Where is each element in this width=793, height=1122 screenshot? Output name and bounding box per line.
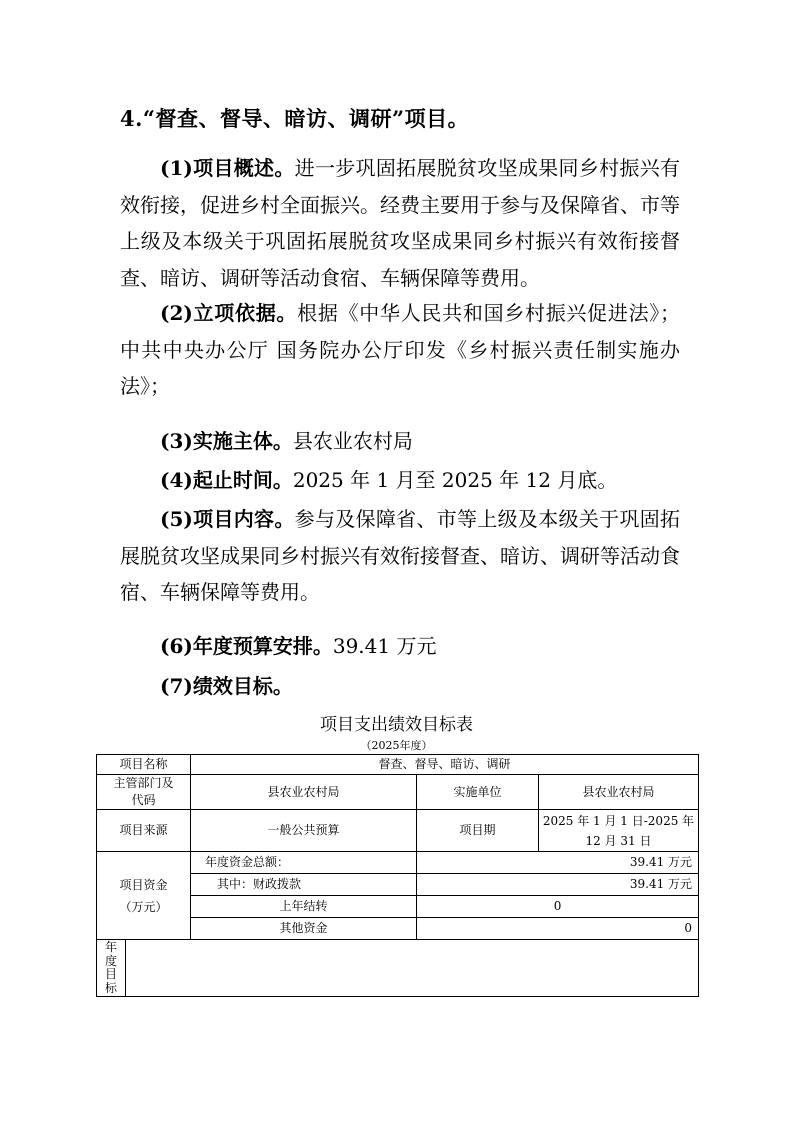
funds-fiscal-label: 其中：财政拨款	[191, 874, 417, 896]
overview-text: 进一步巩固拓展脱贫攻坚成果同乡村振兴有效衔接，促进乡村全面振兴。经费主要用于参与及保障省、市等上级及本级关于巩固拓展脱贫攻坚成果同乡村振兴有效衔接督查、暗访、调研等活动食宿、车辆保障等费用。	[120, 156, 681, 290]
performance-goal-table	[96, 754, 699, 997]
entity-line	[160, 423, 413, 460]
content-text: 参与及保障省、市等上级及本级关于巩固拓展脱贫攻坚成果同乡村振兴有效衔接督查、暗访、调研等活动食宿、车辆保障等费用。	[120, 507, 681, 604]
budget-text: 39.41 万元	[332, 634, 437, 658]
funds-fiscal-value: 39.41 万元	[417, 874, 699, 896]
basis-label: (2)立项依据。	[160, 301, 298, 325]
basis-paragraph	[120, 295, 680, 405]
content-paragraph	[120, 501, 680, 611]
entity-label: (3)实施主体。	[160, 429, 293, 453]
funds-label: 项目资金（万元）	[97, 852, 191, 940]
annual-goal-label-text: 年度目标	[104, 940, 117, 995]
budget-line	[160, 628, 436, 665]
period-label: (4)起止时间。	[160, 468, 293, 492]
funds-total-label: 年度资金总额：	[191, 852, 417, 874]
goals-label: (7)绩效目标。	[160, 674, 293, 698]
dept-value: 县农业农村局	[191, 775, 417, 810]
term-label: 项目期	[417, 810, 539, 852]
source-label: 项目来源	[97, 810, 191, 852]
content-label: (5)项目内容。	[160, 507, 295, 531]
funds-carry-label: 上年结转	[191, 896, 417, 918]
unit-label: 实施单位	[417, 775, 539, 810]
period-line	[160, 462, 617, 499]
table-title: 项目支出绩效目标表	[320, 715, 473, 735]
project-name-value: 督查、督导、暗访、调研	[191, 755, 699, 775]
annual-goal-value	[126, 940, 698, 996]
funds-other-value: 0	[417, 918, 699, 940]
table-subtitle: （2025年度）	[360, 739, 433, 752]
section-heading: 4.“督查、督导、暗访、调研”项目。	[120, 106, 470, 131]
goals-line	[160, 668, 293, 705]
funds-total-value: 39.41 万元	[417, 852, 699, 874]
overview-label: (1)项目概述。	[160, 156, 295, 180]
unit-value: 县农业农村局	[539, 775, 699, 810]
period-text: 2025 年 1 月至 2025 年 12 月底。	[292, 468, 618, 492]
project-name-label: 项目名称	[97, 755, 191, 775]
budget-label: (6)年度预算安排。	[160, 634, 333, 658]
table-row	[97, 775, 699, 810]
table-row	[97, 810, 699, 852]
source-value: 一般公共预算	[191, 810, 417, 852]
term-value: 2025 年 1 月 1 日-2025 年 12 月 31 日	[539, 810, 699, 852]
table-row	[97, 940, 699, 997]
overview-paragraph	[120, 150, 680, 296]
basis-text: 根据《中华人民共和国乡村振兴促进法》；中共中央办公厅 国务院办公厅印发《乡村振兴责任制实施办法》；	[120, 301, 681, 398]
annual-goal-label	[97, 940, 126, 996]
funds-other-label: 其他资金	[191, 918, 417, 940]
table-row	[97, 755, 699, 775]
annual-goal-row	[97, 940, 699, 997]
dept-label: 主管部门及代码	[97, 775, 191, 810]
funds-carry-value: 0	[417, 896, 699, 918]
entity-text: 县农业农村局	[292, 429, 413, 453]
table-row	[97, 852, 699, 874]
